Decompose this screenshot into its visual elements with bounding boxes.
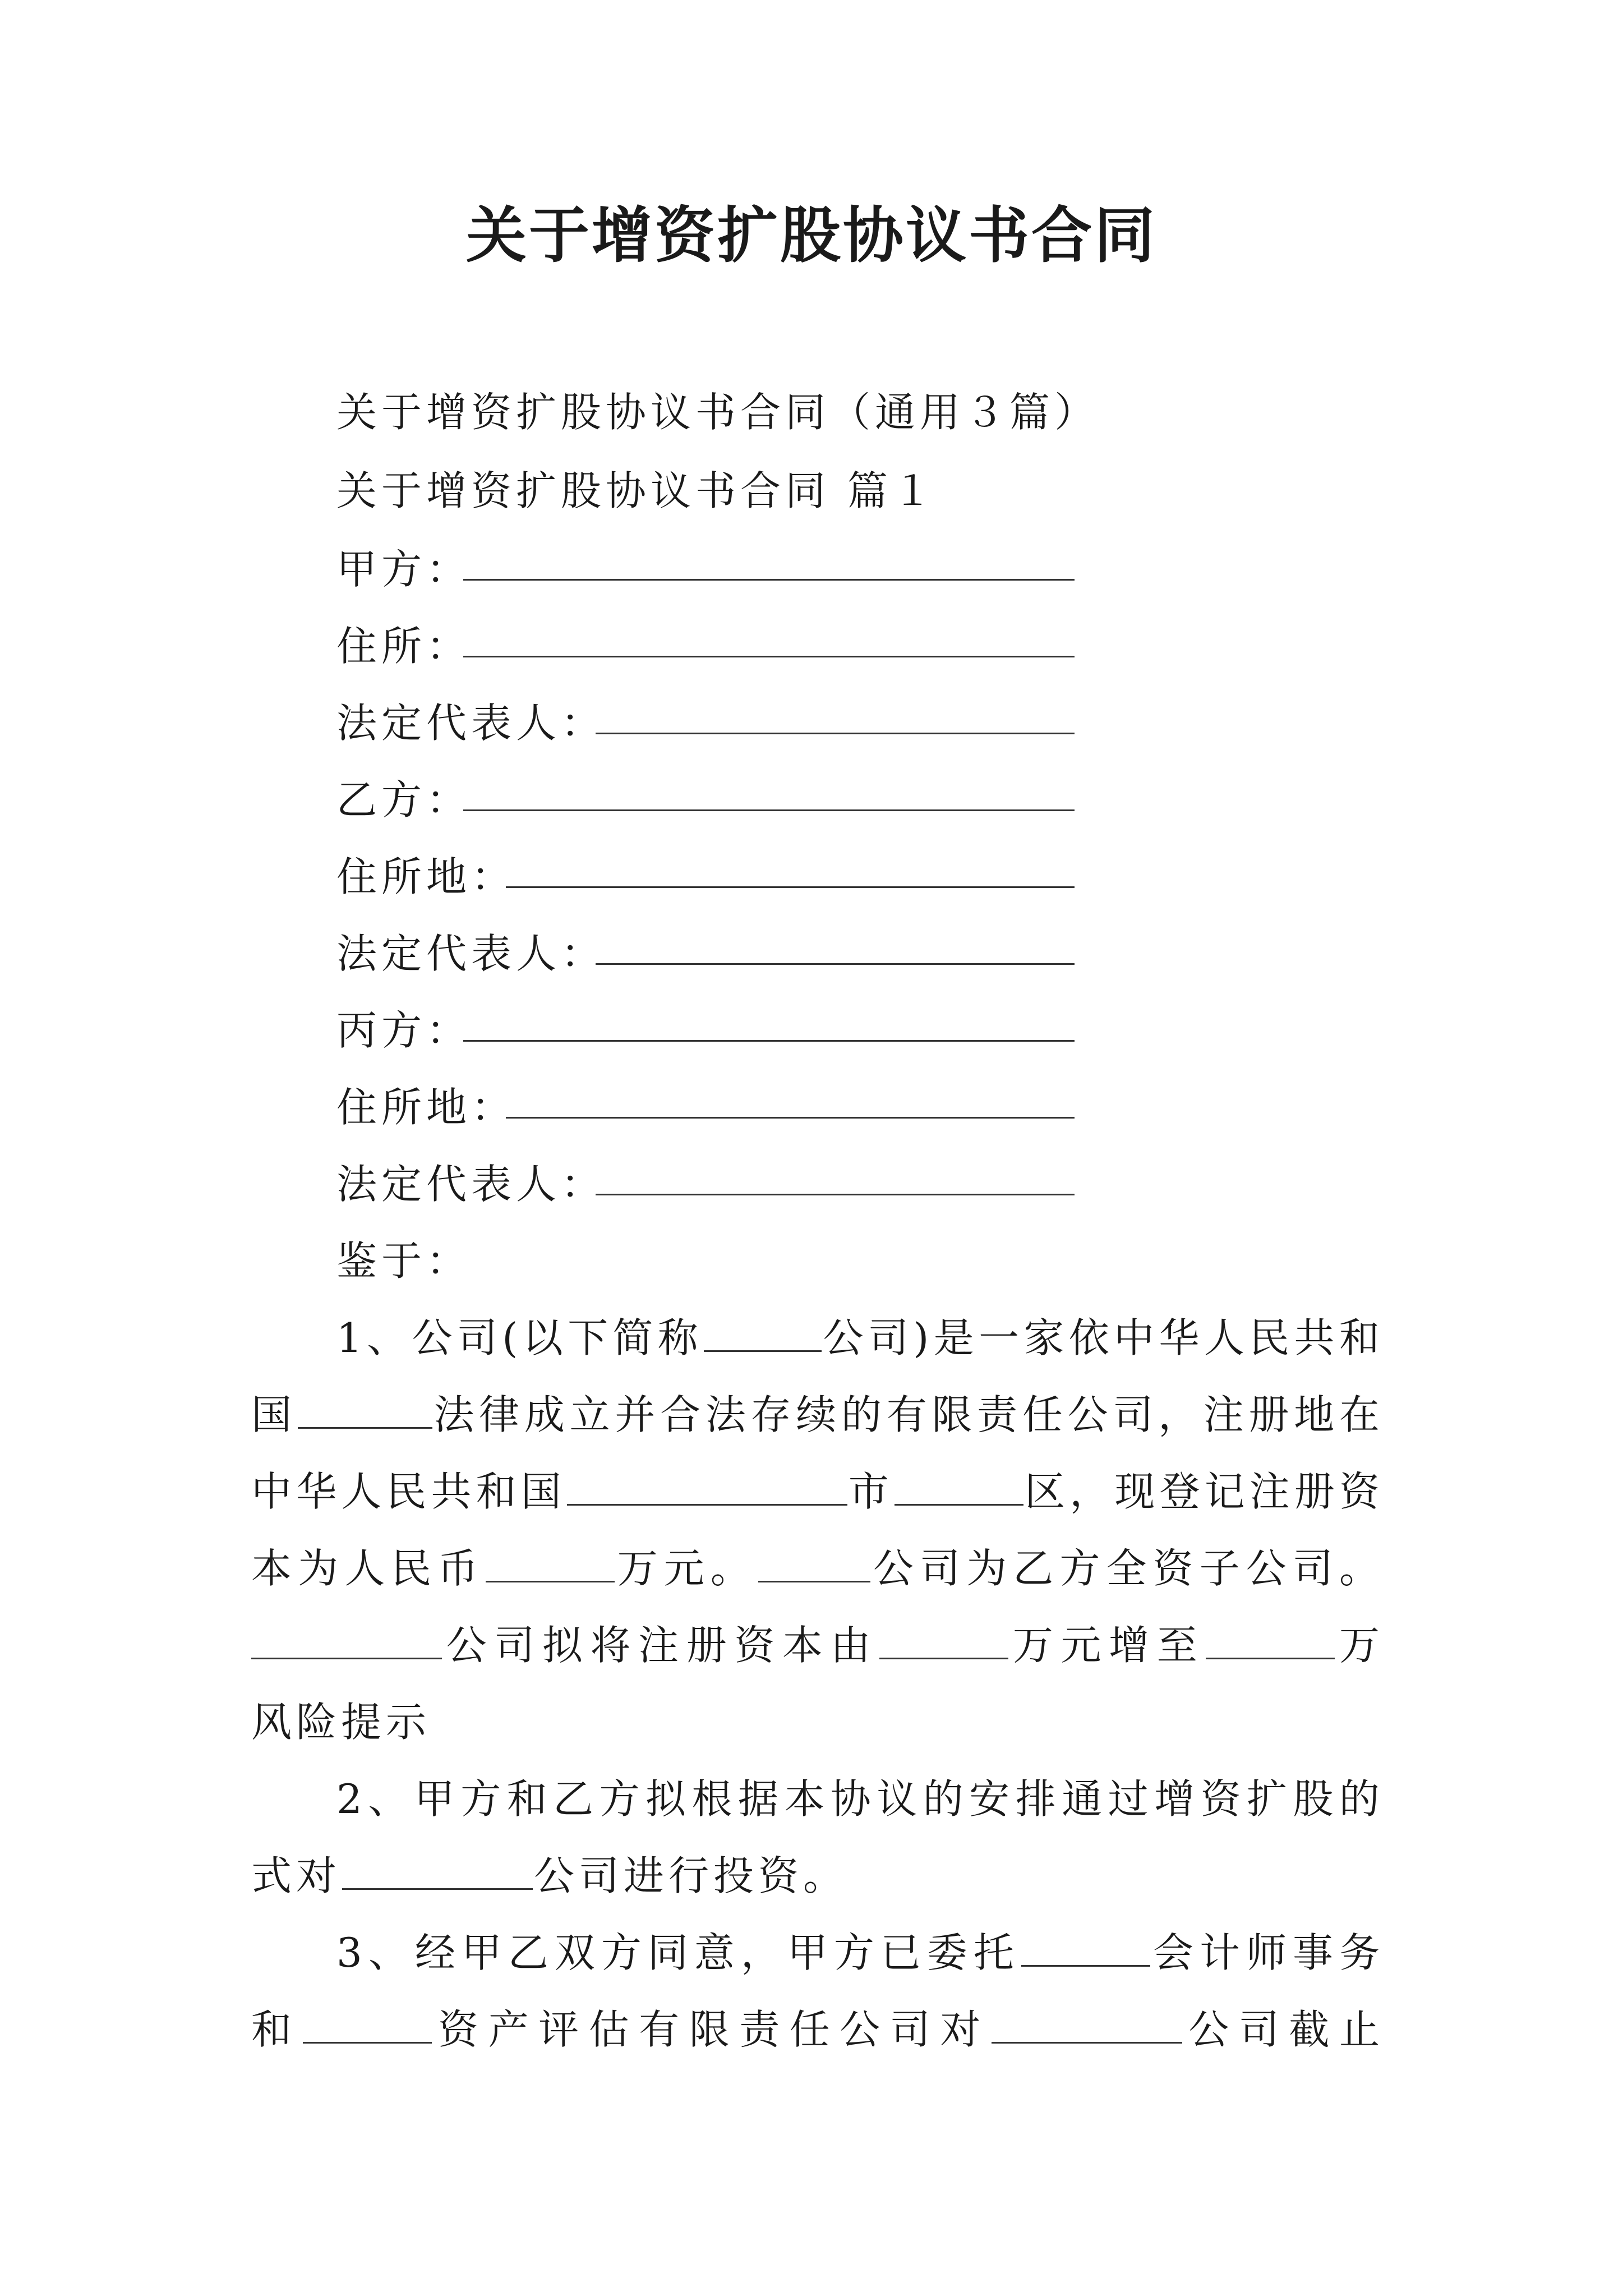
paragraph-1-line-5: [251, 1614, 1384, 1676]
p1-text: 国: [251, 1391, 297, 1438]
p1-blank: [251, 1622, 442, 1659]
p1-text: 万: [1336, 1622, 1384, 1669]
field-blank-party-a: [463, 577, 1075, 581]
p1-text: 市: [848, 1468, 894, 1515]
paragraph-3-line-1: [336, 1922, 1384, 1984]
field-label-party-a: 甲方：: [336, 546, 472, 593]
field-label-address-a: 住所：: [336, 623, 472, 670]
paragraph-1-line-1: [336, 1307, 1384, 1369]
p1-text: 本为人民币: [251, 1545, 485, 1592]
field-blank-legal-rep-c: [596, 1191, 1075, 1195]
p3-text: 3、经甲乙双方同意，甲方已委托: [336, 1929, 1020, 1976]
p1-blank: [704, 1314, 822, 1352]
paragraph-1-line-4: [251, 1538, 1384, 1599]
section-heading: 关于增资扩股协议书合同 篇１: [336, 467, 937, 514]
p1-blank: [298, 1391, 432, 1429]
field-label-legal-rep-b: 法定代表人：: [336, 930, 606, 977]
field-blank-address-c: [506, 1115, 1075, 1119]
p3-text: 公司截止: [1183, 2006, 1384, 2053]
field-label-party-c: 丙方：: [336, 1007, 472, 1054]
risk-notice: 风险提示: [251, 1699, 431, 1746]
p1-text: 区，现登记注册资: [1025, 1468, 1384, 1515]
field-blank-party-c: [463, 1038, 1075, 1042]
document-subtitle: 关于增资扩股协议书合同（通用３篇）: [336, 389, 1100, 436]
p1-blank: [895, 1468, 1023, 1506]
paragraph-3-line-2: [251, 1999, 1384, 2060]
field-blank-legal-rep-a: [596, 730, 1075, 734]
field-blank-address-a: [463, 654, 1075, 657]
field-blank-party-b: [463, 807, 1075, 811]
p1-blank: [879, 1622, 1008, 1659]
p2-blank: [342, 1852, 533, 1890]
p1-text: 公司为乙方全资子公司。: [871, 1545, 1384, 1592]
p1-text: 1、公司(以下简称: [336, 1314, 703, 1361]
field-blank-address-b: [506, 884, 1075, 888]
paragraph-2-line-1: 2、甲方和乙方拟根据本协议的安排通过增资扩股的: [336, 1775, 1384, 1823]
p1-text: 公司)是一家依中华人民共和: [823, 1314, 1384, 1361]
p3-blank: [1021, 1929, 1150, 1967]
paragraph-1-line-2: [251, 1384, 1384, 1446]
field-label-address-b: 住所地：: [336, 853, 517, 900]
p1-text: 万元。: [615, 1545, 757, 1592]
paragraph-2-line-2: [251, 1845, 1384, 1907]
paragraph-1-line-3: [251, 1461, 1384, 1522]
field-label-legal-rep-a: 法定代表人：: [336, 700, 606, 747]
p3-blank: [992, 2006, 1182, 2044]
p1-text: 公司拟将注册资本由: [443, 1622, 879, 1669]
p3-text: 资产评估有限责任公司对: [432, 2006, 990, 2053]
p1-blank: [486, 1545, 615, 1582]
p1-text: 中华人民共和国: [251, 1468, 566, 1515]
p1-text: 法律成立并合法存续的有限责任公司，注册地在: [433, 1391, 1384, 1438]
p2-text: 式对: [251, 1852, 342, 1899]
p2-text: 公司进行投资。: [534, 1852, 849, 1899]
document-title: 关于增资扩股协议书合同: [465, 200, 1157, 271]
field-label-party-b: 乙方：: [336, 776, 472, 823]
whereas-label: 鉴于：: [336, 1237, 472, 1285]
field-blank-legal-rep-b: [596, 961, 1075, 965]
p1-blank: [1206, 1622, 1335, 1659]
p1-blank: [758, 1545, 870, 1582]
field-label-legal-rep-c: 法定代表人：: [336, 1161, 606, 1208]
p3-blank: [303, 2006, 432, 2044]
p3-text: 会计师事务: [1151, 1929, 1384, 1976]
field-label-address-c: 住所地：: [336, 1084, 517, 1131]
p3-text: 和: [251, 2006, 302, 2053]
p1-text: 万元增至: [1009, 1622, 1205, 1669]
p1-blank: [567, 1468, 847, 1506]
